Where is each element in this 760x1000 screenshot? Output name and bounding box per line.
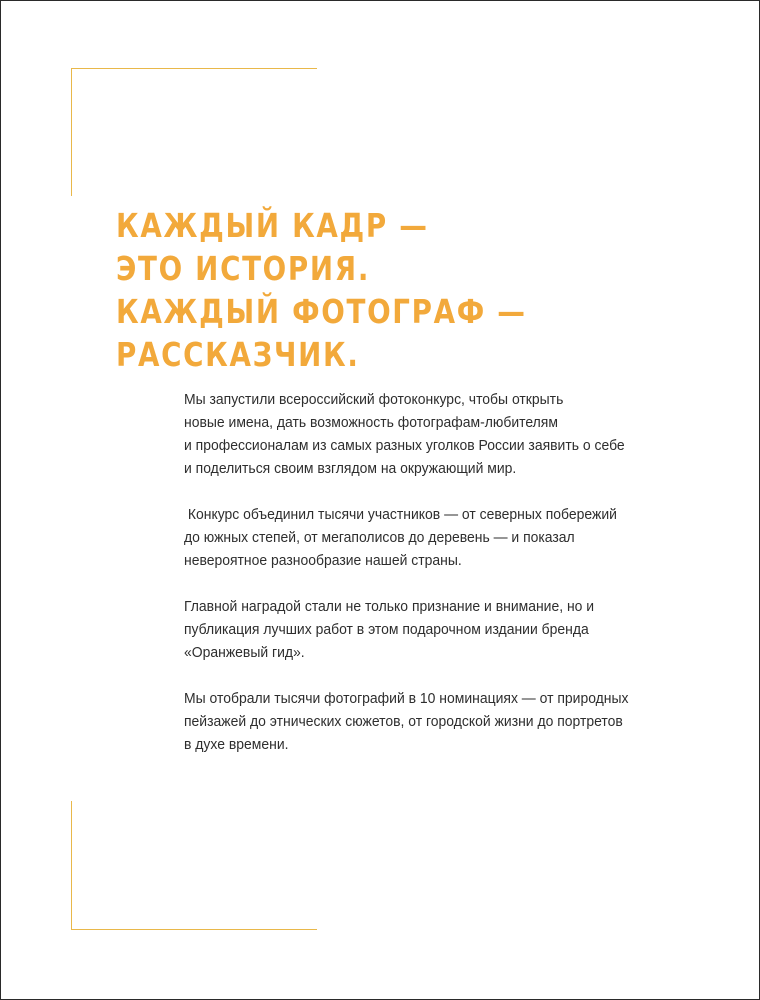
- text-line: и поделиться своим взглядом на окружающий мир.: [184, 460, 517, 477]
- paragraph-award: [184, 595, 677, 664]
- paragraph-nominations: [184, 687, 677, 756]
- text-line: публикация лучших работ в этом подарочном издании бренда: [184, 621, 589, 638]
- frame-corner-bottom-vertical-line: [71, 801, 72, 929]
- text-line: в духе времени.: [184, 736, 289, 753]
- text-line: новые имена, дать возможность фотографам-любителям: [184, 414, 558, 431]
- text-line: Конкурс объединил тысячи участников — от северных побережий: [184, 506, 617, 523]
- text-line: до южных степей, от мегаполисов до деревень — и показал: [184, 529, 575, 546]
- text-line: невероятное разнообразие нашей страны.: [184, 552, 462, 569]
- text-line: «Оранжевый гид».: [184, 644, 305, 661]
- frame-corner-top-vertical-line: [71, 68, 72, 196]
- headline-line: КАЖДЫЙ ФОТОГРАФ —: [116, 292, 527, 331]
- headline-line: ЭТО ИСТОРИЯ.: [116, 249, 371, 288]
- headline-line: КАЖДЫЙ КАДР —: [116, 206, 429, 245]
- frame-corner-bottom-horizontal-line: [71, 929, 317, 930]
- headline-line: РАССКАЗЧИК.: [116, 335, 360, 374]
- text-line: пейзажей до этнических сюжетов, от городской жизни до портретов: [184, 713, 623, 730]
- page-headline: [116, 204, 527, 376]
- text-line: Мы запустили всероссийский фотоконкурс, чтобы открыть: [184, 391, 564, 408]
- text-line: Мы отобрали тысячи фотографий в 10 номинациях — от природных: [184, 690, 629, 707]
- text-line: Главной наградой стали не только признание и внимание, но и: [184, 598, 595, 615]
- paragraph-intro: [184, 388, 677, 480]
- paragraph-participants: [184, 503, 677, 572]
- frame-corner-top-horizontal-line: [71, 68, 317, 69]
- body-text: [184, 388, 677, 779]
- text-line: и профессионалам из самых разных уголков России заявить о себе: [184, 437, 625, 454]
